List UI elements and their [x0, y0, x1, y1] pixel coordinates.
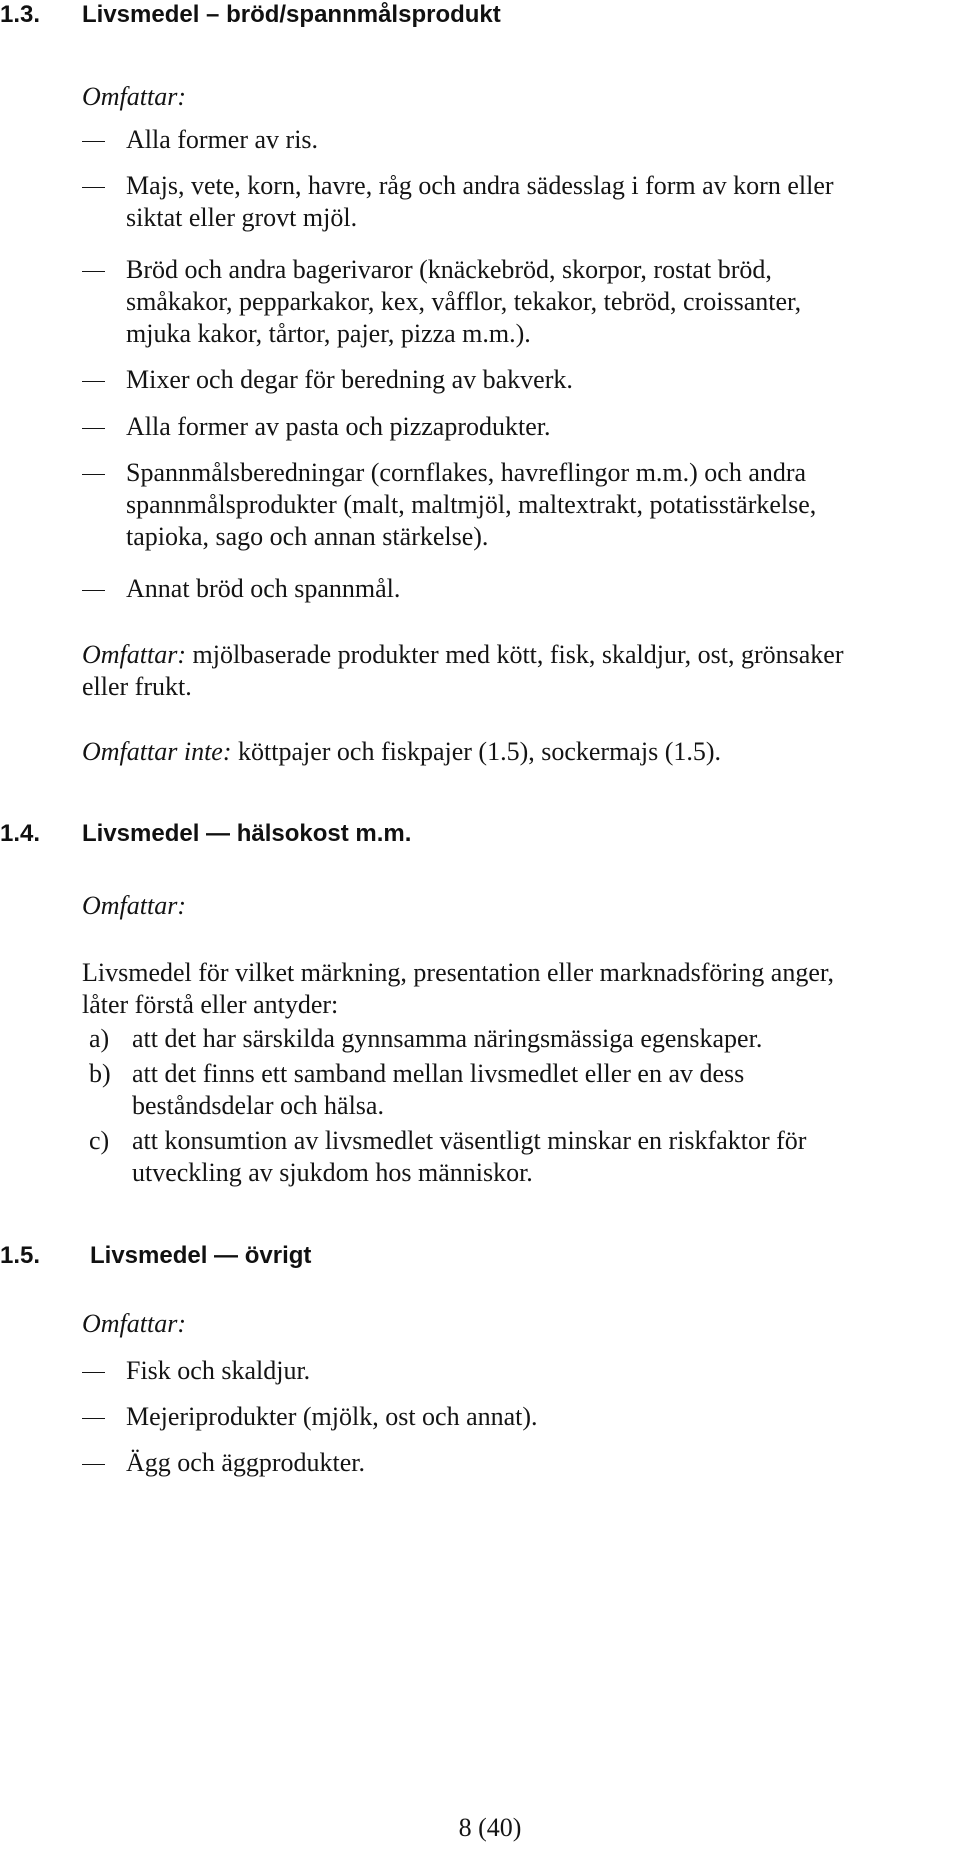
- text-line: Majs, vete, korn, havre, råg och andra sädesslag i form av korn eller: [126, 171, 834, 200]
- text-line: tapioka, sago och annan stärkelse).: [126, 522, 489, 551]
- exclude-label: Omfattar inte:: [82, 737, 232, 766]
- text-line: Ägg och äggprodukter.: [126, 1448, 366, 1477]
- omfattar-label: Omfattar:: [82, 891, 186, 920]
- list-item-text: [126, 457, 816, 553]
- dash-bullet: [82, 187, 105, 188]
- section-number-1-5: 1.5.: [0, 1242, 41, 1269]
- dash-bullet: [82, 141, 105, 142]
- list-item-text: [126, 573, 400, 605]
- list-item-text: [126, 1401, 538, 1433]
- criterion-marker: a): [89, 1024, 110, 1053]
- text-line: [82, 639, 843, 671]
- text-line: mjuka kakor, tårtor, pajer, pizza m.m.).: [126, 319, 531, 348]
- dash-bullet: [82, 381, 105, 382]
- criterion-text: [132, 1023, 762, 1055]
- text-line: Spannmålsberedningar (cornflakes, havreflingor m.m.) och andra: [126, 458, 807, 487]
- text-line: Livsmedel för vilket märkning, presentation eller marknadsföring anger,: [82, 958, 834, 987]
- note-paragraph: [82, 639, 843, 703]
- page-number: 8 (40): [458, 1813, 522, 1842]
- criterion-marker: b): [89, 1059, 111, 1088]
- list-item-text: [126, 411, 551, 443]
- list-item-text: [126, 1355, 310, 1387]
- dash-bullet: [82, 1464, 105, 1465]
- section-title-1-5: Livsmedel — övrigt: [90, 1242, 312, 1269]
- text-line: att det har särskilda gynnsamma näringsmässiga egenskaper.: [132, 1024, 763, 1053]
- intro-paragraph: [82, 957, 834, 1021]
- dash-bullet: [82, 590, 105, 591]
- text-line: att konsumtion av livsmedlet väsentligt minskar en riskfaktor för: [132, 1126, 807, 1155]
- dash-bullet: [82, 1372, 105, 1373]
- text-line: Alla former av ris.: [126, 125, 319, 154]
- text-line: eller frukt.: [82, 672, 192, 701]
- dash-bullet: [82, 428, 105, 429]
- dash-bullet: [82, 1418, 105, 1419]
- list-item-text: [126, 254, 801, 350]
- section-title-1-3: Livsmedel – bröd/spannmålsprodukt: [82, 1, 501, 28]
- text-line: att det finns ett samband mellan livsmedlet eller en av dess: [132, 1059, 745, 1088]
- text-line: Fisk och skaldjur.: [126, 1356, 311, 1385]
- text-line: Bröd och andra bagerivaror (knäckebröd, skorpor, rostat bröd,: [126, 255, 772, 284]
- exclude-paragraph: [82, 736, 721, 768]
- text-line: spannmålsprodukter (malt, maltmjöl, maltextrakt, potatisstärkelse,: [126, 490, 817, 519]
- section-number-1-3: 1.3.: [0, 1, 41, 28]
- criterion-text: [132, 1125, 806, 1189]
- note-text: mjölbaserade produkter med kött, fisk, skaldjur, ost, grönsaker: [192, 640, 844, 669]
- criterion-text: [132, 1058, 744, 1122]
- text-line: Mejeriprodukter (mjölk, ost och annat).: [126, 1402, 538, 1431]
- text-line: beståndsdelar och hälsa.: [132, 1091, 384, 1120]
- section-number-1-4: 1.4.: [0, 820, 41, 847]
- list-item-text: [126, 124, 318, 156]
- omfattar-label: Omfattar:: [82, 1309, 186, 1338]
- text-line: Mixer och degar för beredning av bakverk.: [126, 365, 573, 394]
- section-title-1-4: Livsmedel — hälsokost m.m.: [82, 820, 412, 847]
- list-item-text: [126, 170, 834, 234]
- text-line: låter förstå eller antyder:: [82, 990, 339, 1019]
- text-line: småkakor, pepparkakor, kex, våfflor, tekakor, tebröd, croissanter,: [126, 287, 802, 316]
- list-item-text: [126, 1447, 365, 1479]
- text-line: utveckling av sjukdom hos människor.: [132, 1158, 533, 1187]
- text-line: Annat bröd och spannmål.: [126, 574, 401, 603]
- text-line: Alla former av pasta och pizzaprodukter.: [126, 412, 551, 441]
- dash-bullet: [82, 271, 105, 272]
- criterion-marker: c): [89, 1126, 110, 1155]
- omfattar-label: Omfattar:: [82, 82, 186, 111]
- note-label: Omfattar:: [82, 640, 186, 669]
- dash-bullet: [82, 474, 105, 475]
- text-line: siktat eller grovt mjöl.: [126, 203, 358, 232]
- exclude-text: köttpajer och fiskpajer (1.5), sockermajs (1.5).: [238, 737, 722, 766]
- list-item-text: [126, 364, 573, 396]
